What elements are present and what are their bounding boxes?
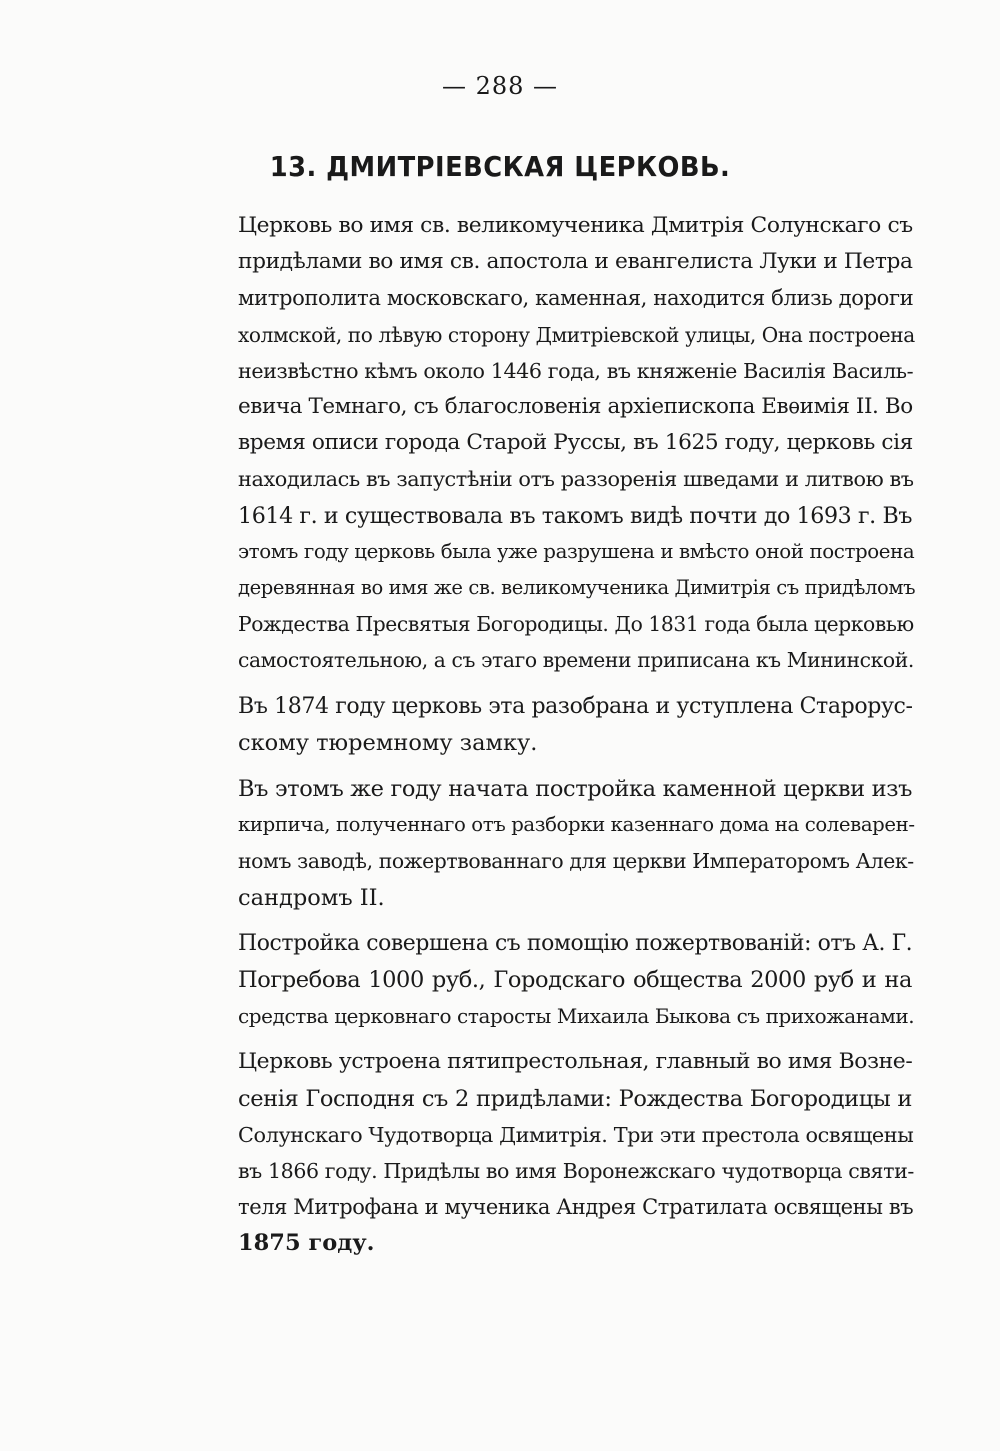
text-line: кирпича, полученнаго отъ разборки казеннаго дома на солеварен-	[238, 813, 915, 837]
paragraph-3	[188, 771, 915, 916]
text-line: номъ заводѣ, пожертвованнаго для церкви Императоромъ Алек-	[238, 849, 914, 874]
section-heading: 13. ДМИТРІЕВСКАЯ ЦЕРКОВЬ.	[269, 150, 731, 183]
text-line: Солунскаго Чудотворца Димитрія. Три эти престола освящены	[238, 1122, 914, 1147]
text-line: находилась въ запустѣніи отъ раззоренія шведами и литвою въ	[238, 467, 914, 492]
text-line: 1875 году.	[238, 1230, 375, 1257]
page-number: — 288 —	[441, 72, 559, 100]
text-line: 1614 г. и существовала въ такомъ видѣ почти до 1693 г. Въ	[238, 502, 913, 529]
text-line: деревянная во имя же св. великомученика Димитрія съ придѣломъ	[238, 576, 916, 600]
text-line: Погребова 1000 руб., Городскаго общества 2000 руб и на	[238, 967, 912, 994]
text-line: самостоятельною, а съ этаго времени приписана къ Мининской.	[238, 648, 914, 673]
paragraph-5	[188, 1044, 912, 1261]
text-line: Въ 1874 году церковь эта разобрана и уступлена Старорус-	[238, 693, 913, 719]
text-line: евича Темнаго, съ благословенія архіепископа Евѳимія II. Во	[238, 394, 913, 420]
text-line: въ 1866 году. Придѣлы во имя Воронежскаго чудотворца святи-	[238, 1159, 914, 1184]
text-line: неизвѣстно кѣмъ около 1446 года, въ княженіе Василія Василь-	[238, 358, 914, 383]
paragraph-1	[188, 208, 916, 679]
text-line: средства церковнаго старосты Михаила Быкова съ прихожанами.	[238, 1004, 915, 1029]
text-line: Въ этомъ же году начата постройка каменной церкви изъ	[238, 776, 912, 803]
text-line: Церковь устроена пятипрестольная, главный во имя Возне-	[238, 1049, 913, 1075]
text-line: сенія Господня съ 2 придѣлами: Рождества Богородицы и	[238, 1085, 912, 1112]
text-line: митрополита московскаго, каменная, находится близь дороги	[238, 285, 914, 311]
paragraph-2	[188, 689, 912, 761]
text-line: Постройка совершена съ помощію пожертвованій: отъ А. Г.	[238, 930, 913, 956]
text-line: Церковь во имя св. великомученика Дмитрія Солунскаго съ	[238, 213, 913, 238]
body-text	[188, 208, 916, 1272]
text-line: скому тюремному замку.	[238, 729, 538, 756]
text-line: теля Митрофана и мученика Андрея Стратилата освящены въ	[238, 1194, 914, 1220]
text-line: сандромъ II.	[238, 884, 385, 911]
text-line: время описи города Старой Руссы, въ 1625 году, церковь сія	[238, 430, 913, 456]
text-line: этомъ году церковь была уже разрушена и вмѣсто оной построена	[238, 539, 915, 563]
text-line: холмской, по лѣвую сторону Дмитріевской улицы, Она построена	[238, 322, 915, 347]
text-line: Рождества Пресвятыя Богородицы. До 1831 года была церковью	[238, 612, 914, 637]
text-line: придѣлами во имя св. апостола и евангелиста Луки и Петра	[238, 249, 913, 275]
paragraph-4	[188, 926, 915, 1035]
